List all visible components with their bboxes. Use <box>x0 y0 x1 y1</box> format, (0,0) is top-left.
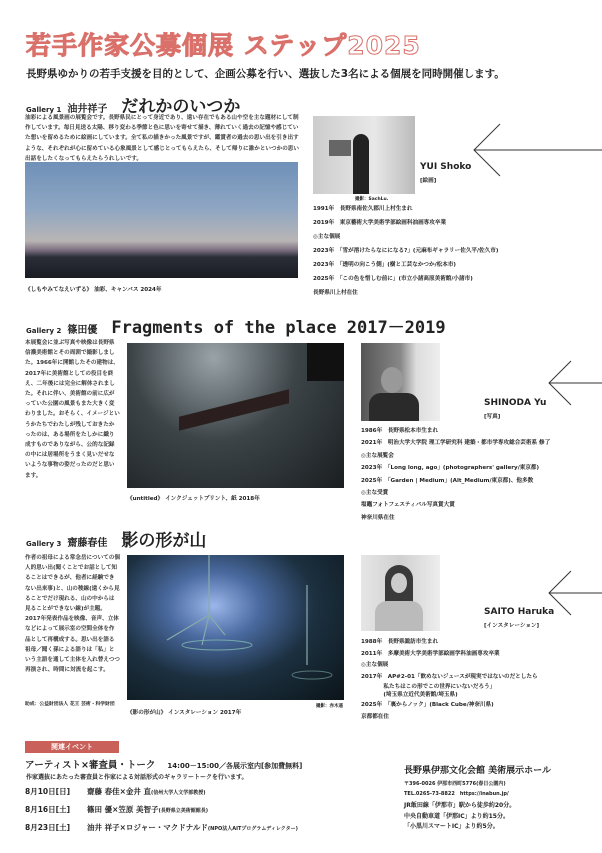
bio-line: 2025年 「この色を惜しむ前に」(市立小諸高原美術館/小諸市) <box>313 276 473 282</box>
gallery1-artwork-image <box>25 162 298 278</box>
venue-block <box>404 763 551 833</box>
artist-name: 篠田優 <box>67 325 98 336</box>
gallery2-artwork-image <box>127 343 344 488</box>
bio-line: 2023年 「透明の向こう側」(樹と工芸なかつか/松本市) <box>313 262 456 268</box>
events-title: アーティスト×審査員・トーク <box>25 760 156 771</box>
bio-line: 2019年 東京藝術大学美術学部絵画科油画専攻卒業 <box>313 220 447 226</box>
event-note: (長野県立美術館館長) <box>158 808 209 814</box>
bio-line: 2025年 「Garden | Medium」(Alt_Medium/東京都)、他多数 <box>361 477 534 484</box>
gallery3-bio <box>361 637 538 724</box>
artist-name-en: SAITO Haruka <box>484 607 555 617</box>
gallery1-bio <box>313 202 498 300</box>
bio-line: 神奈川県在住 <box>361 514 395 521</box>
event-item <box>25 804 298 822</box>
gallery1-caption: 《しもやみてなえいずる》 油彩、キャンバス 2024年 <box>25 287 162 293</box>
gallery2-artist-portrait <box>361 343 440 421</box>
bio-line: ◎主な個展 <box>313 234 341 240</box>
events-badge: 関連イベント <box>25 741 119 753</box>
venue-access <box>404 801 551 833</box>
poster-title: 若手作家公募個展 ステップ2025 <box>26 31 421 60</box>
gallery2-caption: 《untitled》 インクジェットプリント、紙 2018年 <box>127 496 260 502</box>
arrow-left-icon <box>545 563 602 623</box>
bio-line: 2023年 「雪が溶けたらなにになる?」(元麻布ギャラリー佐久平/佐久市) <box>313 248 499 254</box>
bio-line: ◎主な展覧会 <box>361 452 394 459</box>
artist-name-en: YUI Shoko <box>420 162 472 172</box>
events-time: 14:00－15:00／各展示室内[参加費無料] <box>167 762 303 770</box>
event-note: (NPO法人AITプログラムディレクター) <box>207 826 298 832</box>
gallery-label: Gallery 3 <box>26 540 62 548</box>
gallery2-statement: 本展覧会に並ぶ写真や映像は長野県信濃美術館とその周囲で撮影しました。1966年に開館したその建物は、2017年に美術館としての役目を終え、二年後には完全に解体されました。それに伴い、美術館の前に広がっていた公園の風景もまた大きく変わりました。おそらく、イメージというかたちでわたしが残しておきたかったのは、ある場所をたしかに織り成すものでありながら、公的な記録の中には居場所をうまく見いだせないような事物の姿だったのだと思います。 <box>25 340 120 479</box>
bio-line: 2017年 AP#2-01「飲めないジュースが現実ではないのだとしたら <box>361 673 538 680</box>
event-note: (信州大学人文学部教授) <box>151 790 206 796</box>
gallery1-artist-portrait <box>313 116 415 194</box>
venue-name: 長野県伊那文化会館 美術展示ホール <box>404 766 551 776</box>
venue-contact: TEL.0265-73-8822 https://inabun.jp/ <box>404 791 509 797</box>
bio-line: 1988年 長野県諏訪市生まれ <box>361 639 439 645</box>
events-list <box>25 786 298 840</box>
bio-line: 2011年 多摩美術大学美術学部絵画学科油画専攻卒業 <box>361 650 500 657</box>
artist-medium: [絵画] <box>420 178 437 184</box>
artist-name-en: SHINODA Yu <box>484 398 547 408</box>
bio-line: 1991年 長野県南佐久郡川上村生まれ <box>313 206 413 212</box>
gallery1-statement: 油彩による風景画の展覧会です。長野県民にとって身近であり、遠い存在でもある山や空を主な題材にして制作しています。毎日見送る太陽、移り変わる季節と色に思いを寄せて描き、薄れていく過去の記憶や感じていた想いを留めるために絵画にしています。全て私の描きかった風景ですが、鑑賞者の過去の思い出を引き出すような、それぞれが心に留めている心象風景として感じとってもらえたら、そして帰りに誰かといつかの思い出話をしたくなってもらえたらうれしいです。 <box>25 115 299 162</box>
gallery2-artist-name-block <box>484 398 546 420</box>
gallery3-support: 助成：公益財団法人 花王 芸術・科学財団 <box>25 702 115 707</box>
bio-line: 京都都在住 <box>361 713 389 720</box>
gallery2-bio <box>361 425 550 524</box>
artist-name: 齋藤春佳 <box>67 538 108 549</box>
artist-medium: [写真] <box>484 414 501 420</box>
bio-line: 2023年 「Long long, ago」(photographers' gallery/東京都) <box>361 465 540 472</box>
event-date: 8月10日[日] <box>25 787 71 796</box>
bio-line: 塩竈フォトフェスティバル写真賞大賞 <box>361 502 455 509</box>
gallery3-artist-portrait <box>361 555 440 631</box>
event-item <box>25 786 298 804</box>
event-item <box>25 822 298 840</box>
gallery3-caption: 《影の形が山》 インスタレーション 2017年 <box>127 710 242 716</box>
bio-line: 長野県川上村在住 <box>313 290 358 296</box>
gallery3-photo-credit: 撮影：赤木遥 <box>316 704 343 709</box>
events-header <box>25 757 302 771</box>
artist-medium: [インスタレーション] <box>484 623 540 629</box>
bio-line: ◎主な受賞 <box>361 490 389 497</box>
bio-line: 1986年 長野県松本市生まれ <box>361 428 439 434</box>
access-line: JR飯田線「伊那市」駅から徒歩約20分。 <box>404 802 516 809</box>
gallery1-artist-name-block <box>420 162 471 184</box>
events-description: 作家選抜にあたった審査員と作家による対話形式のギャラリートークを行います。 <box>26 774 248 781</box>
poster-subtitle: 長野県ゆかりの若手支援を目的として、企画公募を行い、選抜した3名による個展を同時開催します。 <box>26 68 505 80</box>
gallery1-photo-credit: 撮影：SachLu. <box>355 197 389 202</box>
event-pair: 篠田 優×笠原 美智子 <box>87 805 159 814</box>
gallery3-statement: 作者の祖母による常念岳についての個人的思い出(聞くことでお話として知ることはできるが、他者に経験できない出来事)と、山の稜線(遠くから見ることでだけ現れる、山の中からは見ることができない線)が主題。2017年発表作品を映像、音声、立体などによって展示室の空間全体を作品として再構成する。思い出を語る祖母／聞く孫による語りは「私」という主語を通して主体を入れ替えつつ再演され、時間に対流を起こす。 <box>25 555 120 674</box>
access-line: 中央自動車道「伊那IC」より約15分。 <box>404 812 509 820</box>
event-date: 8月23日[土] <box>25 823 71 832</box>
gallery-label: Gallery 2 <box>26 327 62 335</box>
bio-line: (埼玉県立近代美術館/埼玉県) <box>361 692 458 699</box>
event-date: 8月16日[土] <box>25 805 71 814</box>
work-title: 影の形が山 <box>121 531 207 551</box>
bio-line: 私たちはこの形でこの世界にいないだろう」 <box>361 684 496 691</box>
access-line: 「小黒川スマートIC」より約5分。 <box>404 823 499 830</box>
gallery3-artwork-image <box>127 555 344 700</box>
event-pair: 油井 祥子×ロジャー・マクドナルド <box>87 823 208 832</box>
artist-name: 油井祥子 <box>67 104 108 115</box>
event-pair: 齋藤 春佳×金井 直 <box>87 787 152 796</box>
venue-address: 〒396-0026 伊那市西町5776(春日公園内) <box>404 781 506 787</box>
work-title: だれかのいつか <box>121 97 241 117</box>
gallery-label: Gallery 1 <box>26 106 62 114</box>
gallery3-artist-name-block <box>484 607 554 629</box>
gallery3-heading <box>26 526 206 551</box>
arrow-left-icon <box>470 120 602 180</box>
gallery2-heading <box>26 313 446 338</box>
bio-line: 2021年 明治大学大学院 理工学研究科 建築・都市学専攻総合芸術系 修了 <box>361 440 551 447</box>
bio-line: 2025年 「裏からノック」(Black Cube/神奈川県) <box>361 702 494 709</box>
arrow-left-icon <box>545 353 602 413</box>
bio-line: ◎主な個展 <box>361 662 389 669</box>
work-title: Fragments of the place 2017－2019 <box>111 318 446 338</box>
